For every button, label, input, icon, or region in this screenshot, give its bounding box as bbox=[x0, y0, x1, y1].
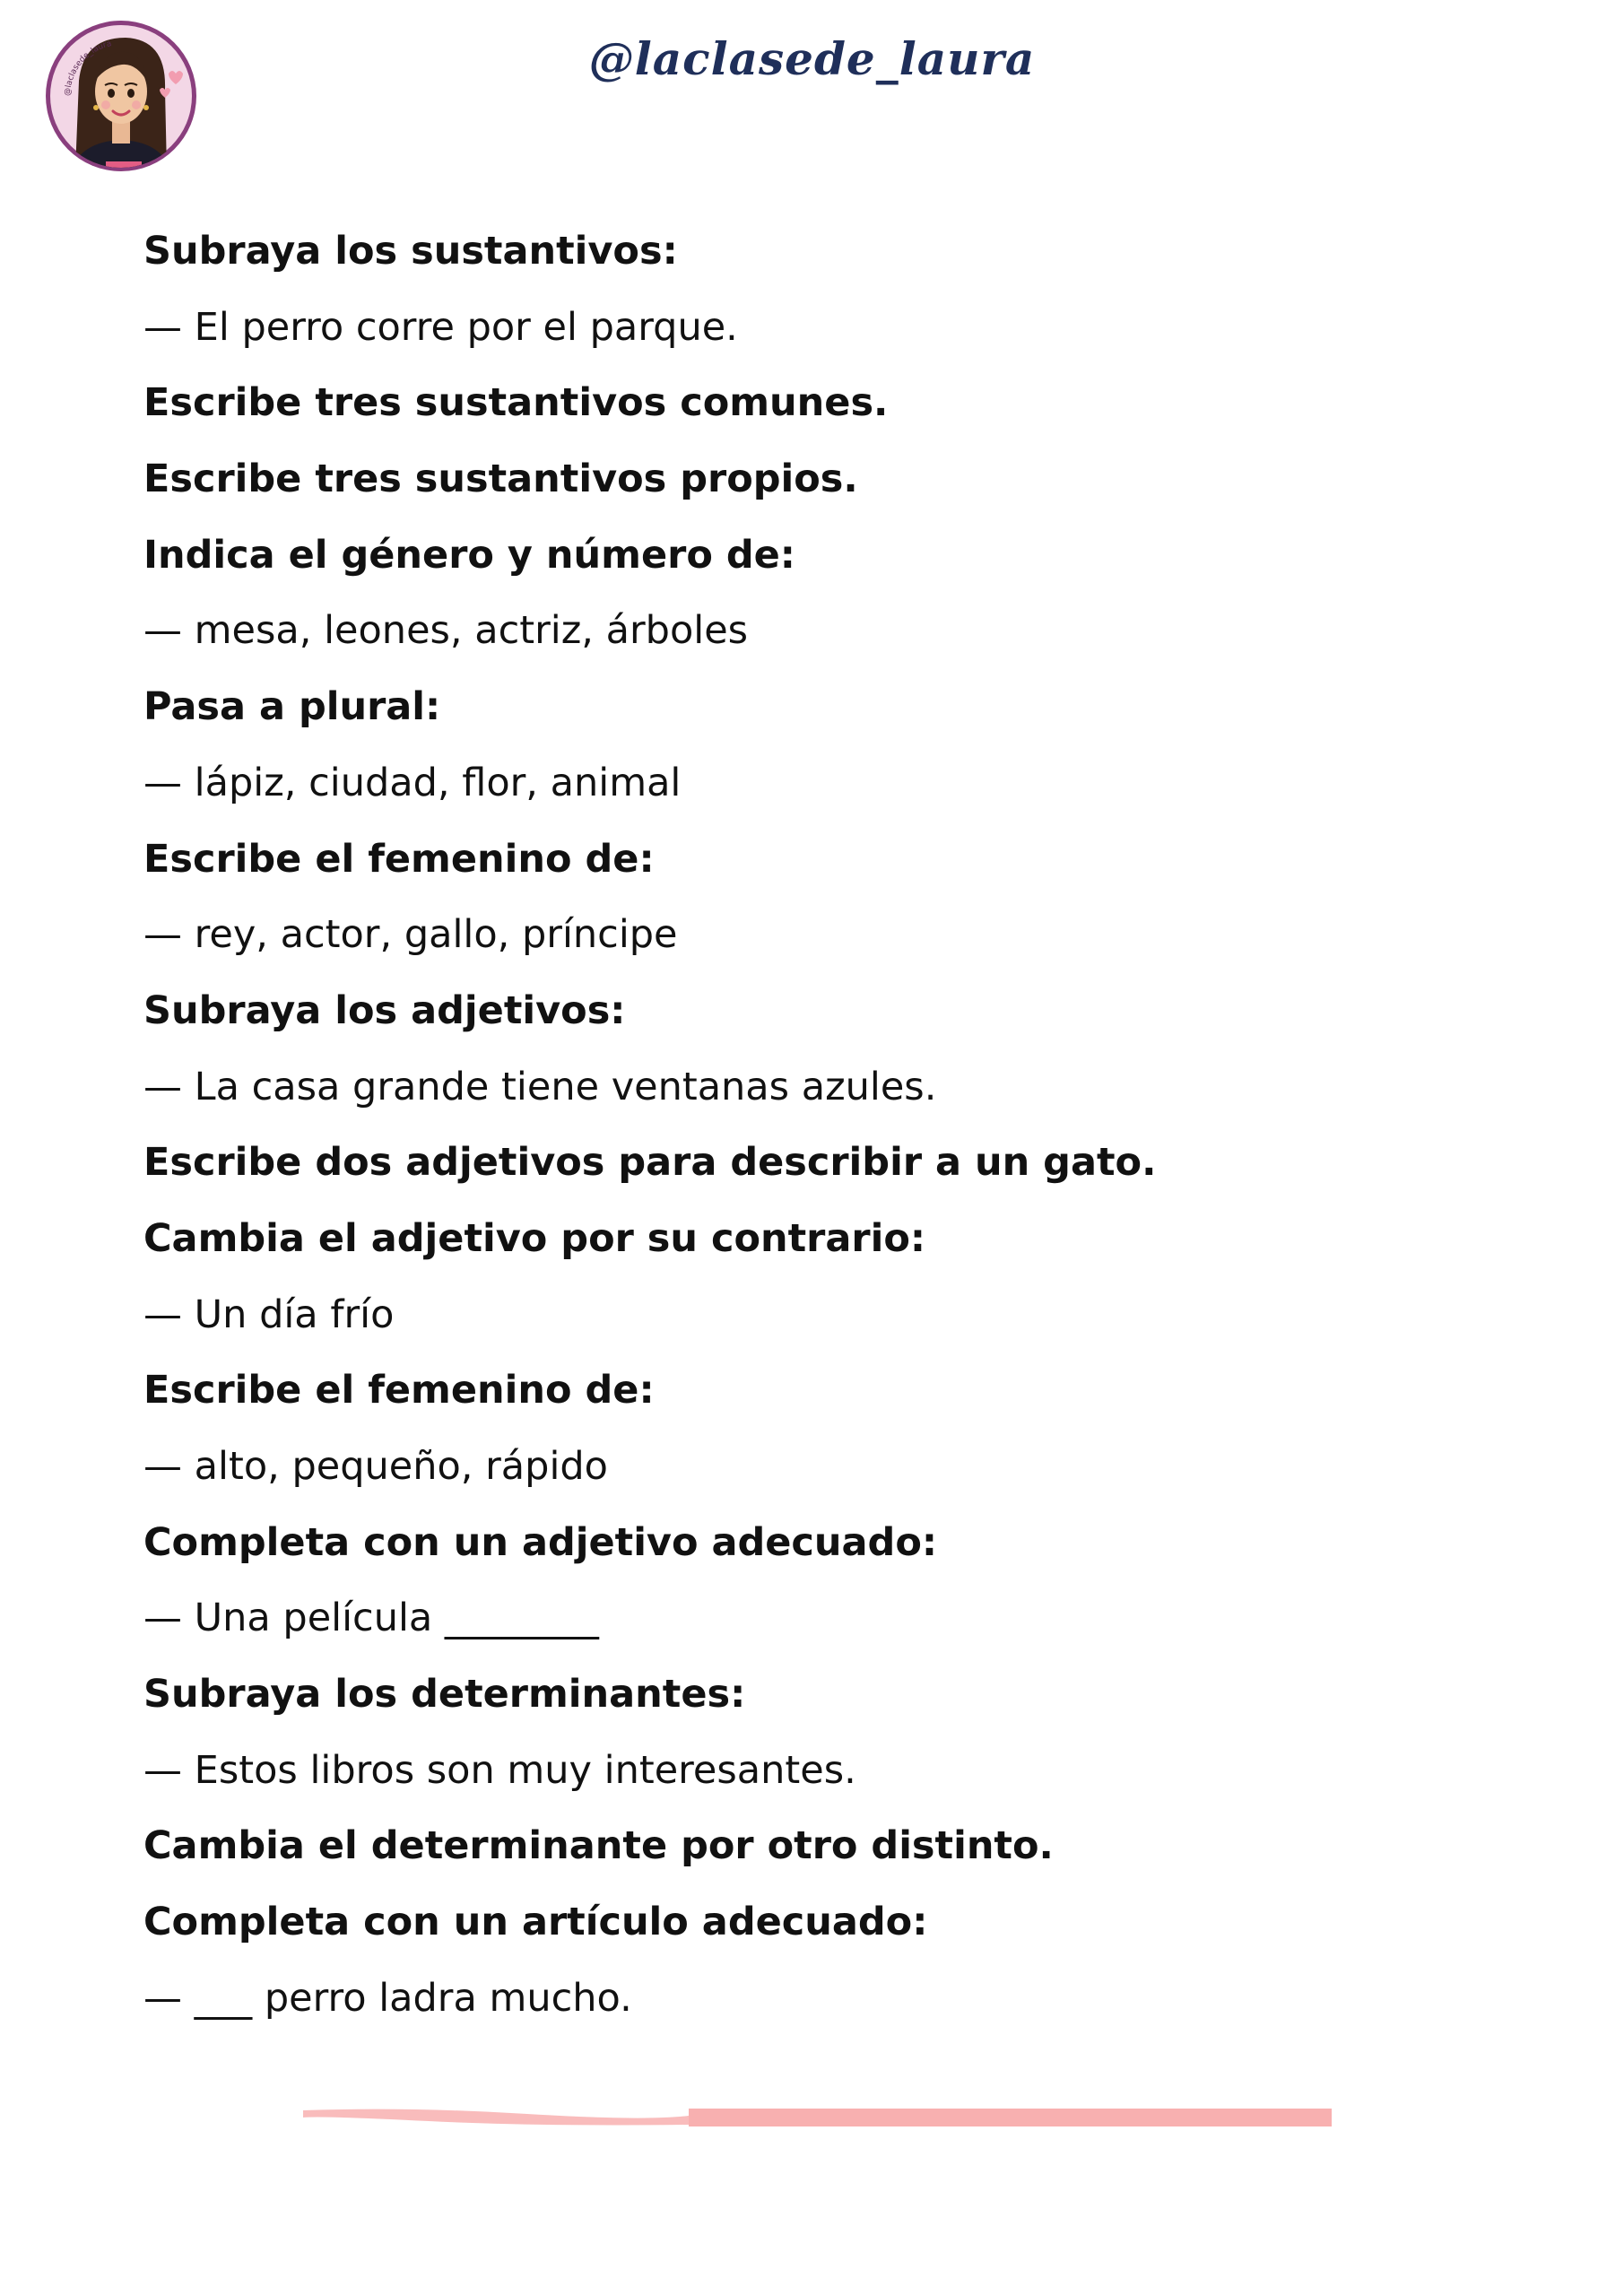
worksheet-instruction: Escribe tres sustantivos comunes. bbox=[143, 380, 889, 426]
worksheet-example: — Una película ________ bbox=[143, 1596, 599, 1641]
worksheet-example: — Un día frío bbox=[143, 1292, 395, 1337]
worksheet-instruction: Completa con un artículo adecuado: bbox=[143, 1900, 928, 1945]
worksheet-instruction: Completa con un adjetivo adecuado: bbox=[143, 1519, 938, 1565]
worksheet-example: — mesa, leones, actriz, árboles bbox=[143, 608, 749, 654]
worksheet-example: — La casa grande tiene ventanas azules. bbox=[143, 1064, 937, 1109]
decorative-divider bbox=[303, 2105, 1332, 2126]
author-handle: @laclasede_laura bbox=[588, 32, 1036, 85]
worksheet-instruction: Subraya los sustantivos: bbox=[143, 229, 678, 274]
worksheet-instruction: Indica el género y número de: bbox=[143, 532, 795, 578]
worksheet-instruction: Subraya los adjetivos: bbox=[143, 987, 626, 1033]
worksheet-list bbox=[143, 222, 1489, 2046]
worksheet-example: — ___ perro ladra mucho. bbox=[143, 1975, 632, 2021]
worksheet-instruction: Escribe dos adjetivos para describir a un gato. bbox=[143, 1140, 1157, 1186]
worksheet-example: — alto, pequeño, rápido bbox=[143, 1444, 608, 1489]
worksheet-example: — lápiz, ciudad, flor, animal bbox=[143, 760, 682, 805]
worksheet-instruction: Escribe el femenino de: bbox=[143, 1368, 655, 1413]
avatar-badge-text: @laclasede_laura bbox=[63, 39, 113, 97]
worksheet-instruction: Escribe el femenino de: bbox=[143, 836, 655, 882]
worksheet-example: — El perro corre por el parque. bbox=[143, 304, 738, 350]
worksheet-instruction: Escribe tres sustantivos propios. bbox=[143, 457, 858, 502]
worksheet-example: — Estos libros son muy interesantes. bbox=[143, 1747, 856, 1793]
worksheet-instruction: Pasa a plural: bbox=[143, 684, 441, 730]
worksheet-instruction: Cambia el determinante por otro distinto. bbox=[143, 1823, 1054, 1869]
worksheet-instruction: Cambia el adjetivo por su contrario: bbox=[143, 1215, 926, 1261]
worksheet-example: — rey, actor, gallo, príncipe bbox=[143, 912, 678, 958]
worksheet-instruction: Subraya los determinantes: bbox=[143, 1672, 746, 1718]
